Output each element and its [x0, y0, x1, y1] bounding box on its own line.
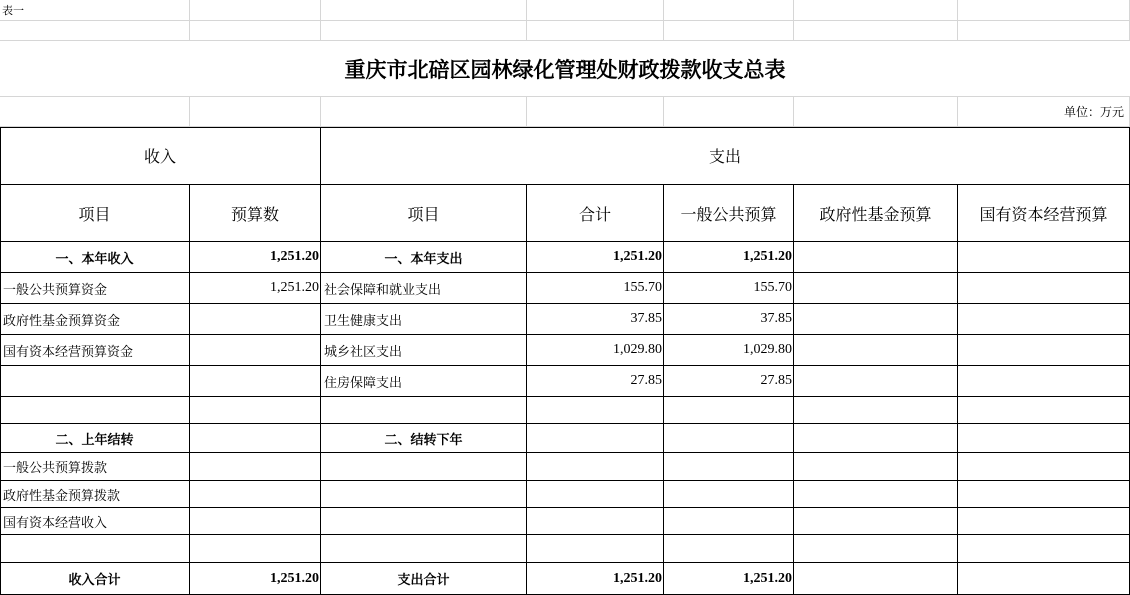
table-cell-expense-item[interactable]	[321, 508, 527, 535]
col-budget: 预算数	[190, 185, 321, 242]
table-cell-expense-general[interactable]	[664, 535, 794, 563]
grid-cell[interactable]	[0, 0, 190, 21]
table-cell-expense-item[interactable]	[321, 453, 527, 481]
grid-cell[interactable]	[190, 0, 321, 21]
table-cell-expense-item[interactable]: 一、本年支出	[321, 242, 527, 273]
grid-cell[interactable]	[794, 0, 958, 21]
col-state-capital-budget: 国有资本经营预算	[958, 185, 1130, 242]
table-cell-expense-state-capital[interactable]	[958, 535, 1130, 563]
grid-cell[interactable]	[958, 21, 1130, 41]
table-number: 表一	[2, 4, 24, 17]
table-cell-expense-state-capital[interactable]	[958, 563, 1130, 595]
table-cell-expense-state-capital[interactable]	[958, 273, 1130, 304]
table-cell-income-item[interactable]: 政府性基金预算拨款	[0, 481, 190, 508]
table-cell-expense-gov-fund[interactable]	[794, 481, 958, 508]
table-cell-expense-total[interactable]	[527, 424, 664, 453]
col-expense-item: 项目	[321, 185, 527, 242]
table-cell-expense-item[interactable]: 二、结转下年	[321, 424, 527, 453]
table-cell-income-item[interactable]: 国有资本经营预算资金	[0, 335, 190, 366]
table-cell-income-budget[interactable]: 1,251.20	[190, 242, 321, 273]
table-cell-income-budget[interactable]	[190, 304, 321, 335]
table-cell-expense-total[interactable]: 1,251.20	[527, 242, 664, 273]
table-cell-expense-gov-fund[interactable]	[794, 366, 958, 397]
table-cell-income-budget[interactable]	[190, 366, 321, 397]
table-cell-expense-gov-fund[interactable]	[794, 563, 958, 595]
table-cell-expense-gov-fund[interactable]	[794, 397, 958, 424]
grid-cell[interactable]	[321, 97, 527, 127]
table-cell-expense-total[interactable]: 1,029.80	[527, 335, 664, 366]
table-cell-income-item[interactable]: 收入合计	[0, 563, 190, 595]
table-cell-expense-total[interactable]	[527, 481, 664, 508]
grid-cell[interactable]	[794, 97, 958, 127]
table-cell-expense-item[interactable]: 支出合计	[321, 563, 527, 595]
table-cell-income-budget[interactable]	[190, 481, 321, 508]
table-cell-expense-total[interactable]: 27.85	[527, 366, 664, 397]
table-cell-expense-state-capital[interactable]	[958, 397, 1130, 424]
table-cell-expense-state-capital[interactable]	[958, 453, 1130, 481]
table-cell-expense-gov-fund[interactable]	[794, 304, 958, 335]
table-cell-expense-total[interactable]	[527, 453, 664, 481]
grid-cell[interactable]	[664, 97, 794, 127]
table-cell-expense-state-capital[interactable]	[958, 366, 1130, 397]
table-cell-expense-item[interactable]	[321, 535, 527, 563]
grid-cell[interactable]	[0, 97, 190, 127]
income-header: 收入	[0, 127, 321, 185]
table-cell-income-item[interactable]: 一、本年收入	[0, 242, 190, 273]
table-cell-expense-general[interactable]: 37.85	[664, 304, 794, 335]
table-cell-expense-gov-fund[interactable]	[794, 535, 958, 563]
grid-cell[interactable]	[958, 0, 1130, 21]
grid-cell[interactable]	[794, 21, 958, 41]
table-cell-income-budget[interactable]	[190, 424, 321, 453]
table-cell-expense-total[interactable]	[527, 397, 664, 424]
table-cell-income-budget[interactable]	[190, 508, 321, 535]
table-cell-income-item[interactable]	[0, 535, 190, 563]
table-cell-expense-general[interactable]: 1,251.20	[664, 563, 794, 595]
table-cell-expense-gov-fund[interactable]	[794, 508, 958, 535]
table-cell-income-item[interactable]: 政府性基金预算资金	[0, 304, 190, 335]
grid-cell[interactable]	[664, 0, 794, 21]
table-cell-income-budget[interactable]	[190, 335, 321, 366]
table-cell-expense-total[interactable]	[527, 535, 664, 563]
grid-cell[interactable]	[0, 21, 190, 41]
col-gov-fund-budget: 政府性基金预算	[794, 185, 958, 242]
table-cell-expense-general[interactable]	[664, 481, 794, 508]
table-cell-expense-gov-fund[interactable]	[794, 273, 958, 304]
table-cell-expense-gov-fund[interactable]	[794, 453, 958, 481]
table-cell-expense-gov-fund[interactable]	[794, 424, 958, 453]
table-cell-income-item[interactable]: 二、上年结转	[0, 424, 190, 453]
page-title: 重庆市北碚区园林绿化管理处财政拨款收支总表	[0, 41, 1130, 97]
grid-cell[interactable]	[664, 21, 794, 41]
table-cell-expense-state-capital[interactable]	[958, 508, 1130, 535]
table-cell-expense-state-capital[interactable]	[958, 424, 1130, 453]
table-cell-expense-general[interactable]: 1,029.80	[664, 335, 794, 366]
table-cell-income-budget[interactable]	[190, 397, 321, 424]
grid-cell[interactable]	[527, 21, 664, 41]
table-cell-expense-item[interactable]: 城乡社区支出	[321, 335, 527, 366]
grid-cell[interactable]	[321, 21, 527, 41]
unit-label: 单位：万元	[1063, 105, 1124, 119]
table-cell-expense-general[interactable]: 27.85	[664, 366, 794, 397]
table-cell-expense-item[interactable]: 住房保障支出	[321, 366, 527, 397]
table-cell-expense-item[interactable]: 卫生健康支出	[321, 304, 527, 335]
table-cell-expense-total[interactable]: 1,251.20	[527, 563, 664, 595]
table-cell-income-budget[interactable]: 1,251.20	[190, 273, 321, 304]
col-general-budget: 一般公共预算	[664, 185, 794, 242]
table-cell-income-item[interactable]: 一般公共预算拨款	[0, 453, 190, 481]
table-cell-expense-general[interactable]: 1,251.20	[664, 242, 794, 273]
table-cell-expense-general[interactable]: 155.70	[664, 273, 794, 304]
table-cell-expense-total[interactable]	[527, 508, 664, 535]
table-cell-expense-state-capital[interactable]	[958, 335, 1130, 366]
table-cell-expense-item[interactable]: 社会保障和就业支出	[321, 273, 527, 304]
grid-cell[interactable]	[527, 0, 664, 21]
table-cell-expense-state-capital[interactable]	[958, 304, 1130, 335]
table-cell-expense-state-capital[interactable]	[958, 481, 1130, 508]
table-cell-expense-general[interactable]	[664, 424, 794, 453]
table-cell-expense-total[interactable]: 37.85	[527, 304, 664, 335]
expense-header: 支出	[321, 127, 1130, 185]
table-cell-income-budget[interactable]	[190, 535, 321, 563]
table-cell-expense-gov-fund[interactable]	[794, 335, 958, 366]
table-cell-income-budget[interactable]	[190, 453, 321, 481]
table-cell-expense-total[interactable]: 155.70	[527, 273, 664, 304]
col-income-item: 项目	[0, 185, 190, 242]
table-cell-income-item[interactable]: 一般公共预算资金	[0, 273, 190, 304]
table-cell-expense-gov-fund[interactable]	[794, 242, 958, 273]
grid-cell[interactable]	[527, 97, 664, 127]
grid-cell[interactable]	[190, 97, 321, 127]
table-cell-expense-general[interactable]	[664, 508, 794, 535]
col-total: 合计	[527, 185, 664, 242]
table-cell-expense-item[interactable]	[321, 481, 527, 508]
table-cell-income-item[interactable]	[0, 366, 190, 397]
table-cell-income-budget[interactable]: 1,251.20	[190, 563, 321, 595]
grid-cell[interactable]	[321, 0, 527, 21]
table-cell-expense-general[interactable]	[664, 397, 794, 424]
table-cell-expense-general[interactable]	[664, 453, 794, 481]
table-cell-income-item[interactable]: 国有资本经营收入	[0, 508, 190, 535]
table-cell-expense-item[interactable]	[321, 397, 527, 424]
table-cell-expense-state-capital[interactable]	[958, 242, 1130, 273]
table-cell-income-item[interactable]	[0, 397, 190, 424]
grid-cell[interactable]	[190, 21, 321, 41]
